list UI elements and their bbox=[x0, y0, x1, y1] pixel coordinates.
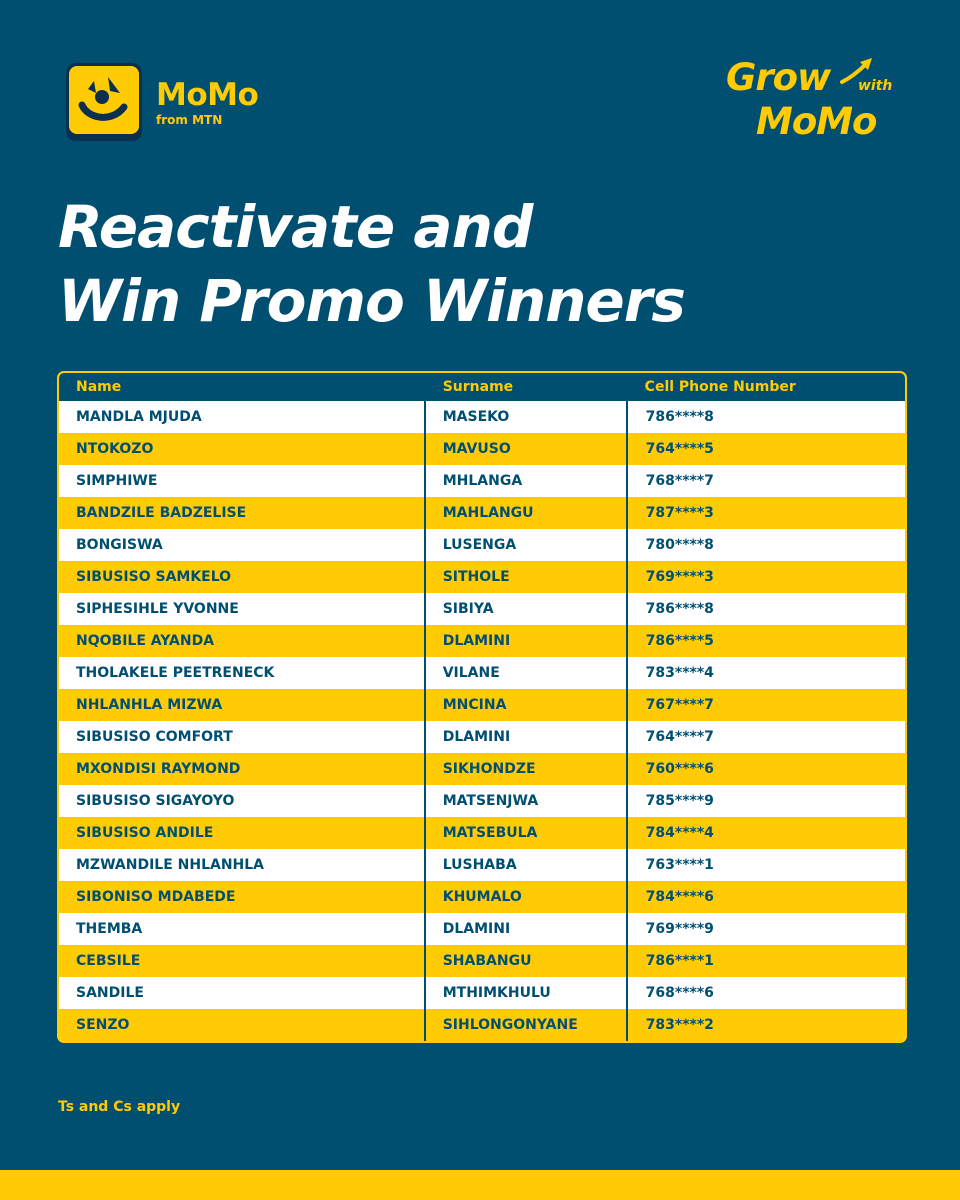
cell-phone: 764****5 bbox=[627, 433, 905, 465]
title-line-1: Reactivate and bbox=[58, 193, 533, 261]
table-row bbox=[59, 625, 905, 657]
bottom-accent-bar bbox=[0, 1170, 960, 1200]
cell-surname: SIHLONGONYANE bbox=[425, 1009, 627, 1041]
cell-name: SIBUSISO COMFORT bbox=[59, 721, 425, 753]
table-row bbox=[59, 401, 905, 433]
cell-surname: MNCINA bbox=[425, 689, 627, 721]
cell-surname: MATSEBULA bbox=[425, 817, 627, 849]
cell-name: MXONDISI RAYMOND bbox=[59, 753, 425, 785]
logo-brand: MoMo bbox=[156, 77, 259, 113]
cell-phone: 787****3 bbox=[627, 497, 905, 529]
cell-surname: KHUMALO bbox=[425, 881, 627, 913]
grow-with-momo-logo bbox=[726, 56, 916, 146]
cell-phone: 763****1 bbox=[627, 849, 905, 881]
cell-name: SIBUSISO ANDILE bbox=[59, 817, 425, 849]
header-phone: Cell Phone Number bbox=[627, 373, 905, 401]
cell-name: BANDZILE BADZELISE bbox=[59, 497, 425, 529]
cell-name: NHLANHLA MIZWA bbox=[59, 689, 425, 721]
cell-surname: SHABANGU bbox=[425, 945, 627, 977]
table-row bbox=[59, 593, 905, 625]
table-row bbox=[59, 945, 905, 977]
cell-phone: 769****9 bbox=[627, 913, 905, 945]
cell-surname: MHLANGA bbox=[425, 465, 627, 497]
momo-logo-text bbox=[156, 78, 258, 128]
cell-phone: 786****5 bbox=[627, 625, 905, 657]
table-row bbox=[59, 753, 905, 785]
table-row bbox=[59, 497, 905, 529]
cell-name: MANDLA MJUDA bbox=[59, 401, 425, 433]
cell-surname: MASEKO bbox=[425, 401, 627, 433]
table-row bbox=[59, 881, 905, 913]
cell-phone: 783****4 bbox=[627, 657, 905, 689]
cell-name: NTOKOZO bbox=[59, 433, 425, 465]
cell-phone: 785****9 bbox=[627, 785, 905, 817]
table-row bbox=[59, 529, 905, 561]
table-row bbox=[59, 849, 905, 881]
cell-surname: SIBIYA bbox=[425, 593, 627, 625]
terms-note: Ts and Cs apply bbox=[58, 1099, 181, 1115]
header-name: Name bbox=[59, 373, 425, 401]
table-row bbox=[59, 561, 905, 593]
momo-app-icon bbox=[66, 63, 142, 141]
cell-surname: DLAMINI bbox=[425, 721, 627, 753]
cell-name: SENZO bbox=[59, 1009, 425, 1041]
cell-phone: 760****6 bbox=[627, 753, 905, 785]
table-row bbox=[59, 433, 905, 465]
page-title bbox=[58, 190, 685, 338]
cell-phone: 768****6 bbox=[627, 977, 905, 1009]
cell-name: THEMBA bbox=[59, 913, 425, 945]
cell-name: SIBONISO MDABEDE bbox=[59, 881, 425, 913]
cell-name: BONGISWA bbox=[59, 529, 425, 561]
cell-phone: 784****6 bbox=[627, 881, 905, 913]
table-row bbox=[59, 465, 905, 497]
cell-phone: 764****7 bbox=[627, 721, 905, 753]
table-row bbox=[59, 785, 905, 817]
cell-phone: 769****3 bbox=[627, 561, 905, 593]
table-header-row bbox=[59, 373, 905, 401]
cell-name: CEBSILE bbox=[59, 945, 425, 977]
cell-surname: SIKHONDZE bbox=[425, 753, 627, 785]
cell-phone: 767****7 bbox=[627, 689, 905, 721]
cell-name: SIPHESIHLE YVONNE bbox=[59, 593, 425, 625]
cell-surname: DLAMINI bbox=[425, 625, 627, 657]
cell-phone: 768****7 bbox=[627, 465, 905, 497]
cell-phone: 786****8 bbox=[627, 401, 905, 433]
table-row bbox=[59, 689, 905, 721]
cell-name: SIMPHIWE bbox=[59, 465, 425, 497]
cell-phone: 783****2 bbox=[627, 1009, 905, 1041]
cell-surname: SITHOLE bbox=[425, 561, 627, 593]
cell-surname: LUSHABA bbox=[425, 849, 627, 881]
cell-surname: VILANE bbox=[425, 657, 627, 689]
cell-phone: 784****4 bbox=[627, 817, 905, 849]
table-row bbox=[59, 977, 905, 1009]
table-row bbox=[59, 1009, 905, 1041]
cell-name: NQOBILE AYANDA bbox=[59, 625, 425, 657]
cell-name: SANDILE bbox=[59, 977, 425, 1009]
winners-table bbox=[57, 371, 907, 1043]
cell-surname: MATSENJWA bbox=[425, 785, 627, 817]
grow-word: Grow bbox=[726, 56, 831, 99]
cell-name: SIBUSISO SIGAYOYO bbox=[59, 785, 425, 817]
cell-surname: LUSENGA bbox=[425, 529, 627, 561]
table-row bbox=[59, 913, 905, 945]
cell-surname: MAVUSO bbox=[425, 433, 627, 465]
cell-surname: MAHLANGU bbox=[425, 497, 627, 529]
cell-phone: 786****1 bbox=[627, 945, 905, 977]
title-line-2: Win Promo Winners bbox=[58, 267, 685, 335]
cell-name: MZWANDILE NHLANHLA bbox=[59, 849, 425, 881]
cell-surname: MTHIMKHULU bbox=[425, 977, 627, 1009]
momo-word: MoMo bbox=[756, 100, 877, 143]
logo-sub: from MTN bbox=[156, 113, 223, 127]
with-word: with bbox=[858, 78, 893, 94]
cell-surname: DLAMINI bbox=[425, 913, 627, 945]
momo-person-icon bbox=[66, 63, 142, 141]
table-row bbox=[59, 721, 905, 753]
cell-name: SIBUSISO SAMKELO bbox=[59, 561, 425, 593]
cell-phone: 786****8 bbox=[627, 593, 905, 625]
header-surname: Surname bbox=[425, 373, 627, 401]
table-row bbox=[59, 817, 905, 849]
table-row bbox=[59, 657, 905, 689]
cell-phone: 780****8 bbox=[627, 529, 905, 561]
cell-name: THOLAKELE PEETRENECK bbox=[59, 657, 425, 689]
